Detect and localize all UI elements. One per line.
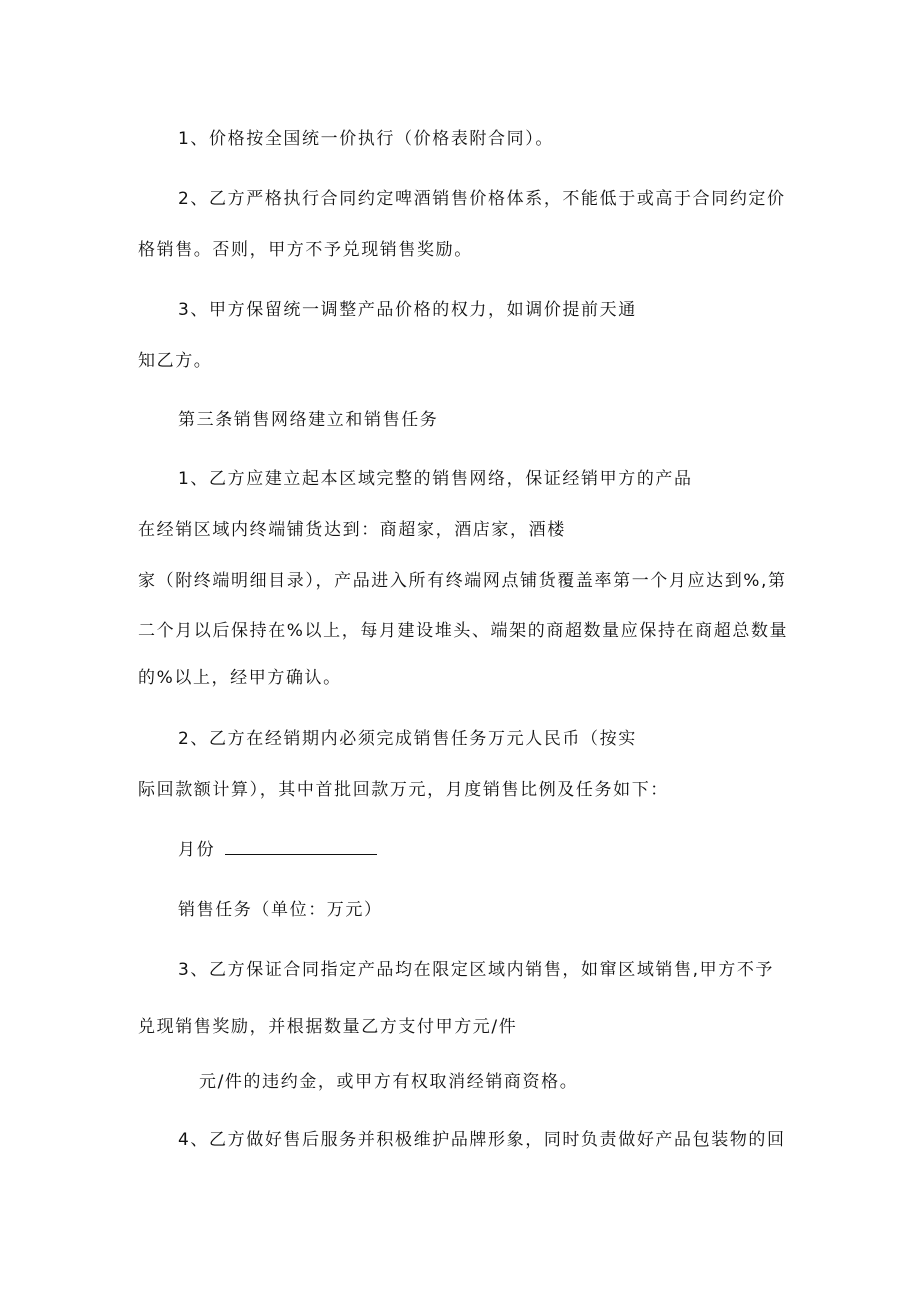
network-clause-1-line-1: 1、乙方应建立起本区域完整的销售网络，保证经销甲方的产品 <box>178 469 693 489</box>
month-field <box>178 838 377 862</box>
network-clause-1-line-4: 二个月以后保持在%以上，每月建设堆头、端架的商超数量应保持在商超总数量 <box>138 621 789 641</box>
sales-task-clause-2-line-2: 际回款额计算），其中首批回款万元，月度销售比例及任务如下： <box>138 780 669 800</box>
network-clause-1-line-3: 家（附终端明细目录），产品进入所有终端网点铺货覆盖率第一个月应达到%,第 <box>138 571 787 591</box>
territory-clause-3-line-3: 元/件的违约金，或甲方有权取消经销商资格。 <box>199 1072 579 1092</box>
month-label: 月份 <box>178 840 216 860</box>
price-clause-3-line-1: 3、甲方保留统一调整产品价格的权力，如调价提前天通 <box>178 300 637 320</box>
sales-task-clause-2-line-1: 2、乙方在经销期内必须完成销售任务万元人民币（按实 <box>178 729 637 749</box>
territory-clause-3-line-2: 兑现销售奖励，并根据数量乙方支付甲方元/件 <box>138 1017 518 1037</box>
price-clause-1: 1、价格按全国统一价执行（价格表附合同）。 <box>178 129 554 149</box>
month-blank-line <box>225 838 377 855</box>
network-clause-1-line-2: 在经销区域内终端铺货达到：商超家，酒店家，酒楼 <box>138 520 566 540</box>
territory-clause-3-line-1: 3、乙方保证合同指定产品均在限定区域内销售，如窜区域销售,甲方不予 <box>178 960 775 980</box>
article-3-heading: 第三条销售网络建立和销售任务 <box>178 410 439 430</box>
after-sales-clause-4-line-1: 4、乙方做好售后服务并积极维护品牌形象，同时负责做好产品包装物的回 <box>178 1130 786 1150</box>
network-clause-1-line-5: 的%以上，经甲方确认。 <box>138 668 342 688</box>
price-clause-2-line-2: 格销售。否则，甲方不予兑现销售奖励。 <box>138 240 473 260</box>
price-clause-2-line-1: 2、乙方严格执行合同约定啤酒销售价格体系，不能低于或高于合同约定价 <box>178 189 786 209</box>
price-clause-3-line-2: 知乙方。 <box>138 351 213 371</box>
sales-task-unit-label: 销售任务（单位：万元） <box>178 900 383 920</box>
